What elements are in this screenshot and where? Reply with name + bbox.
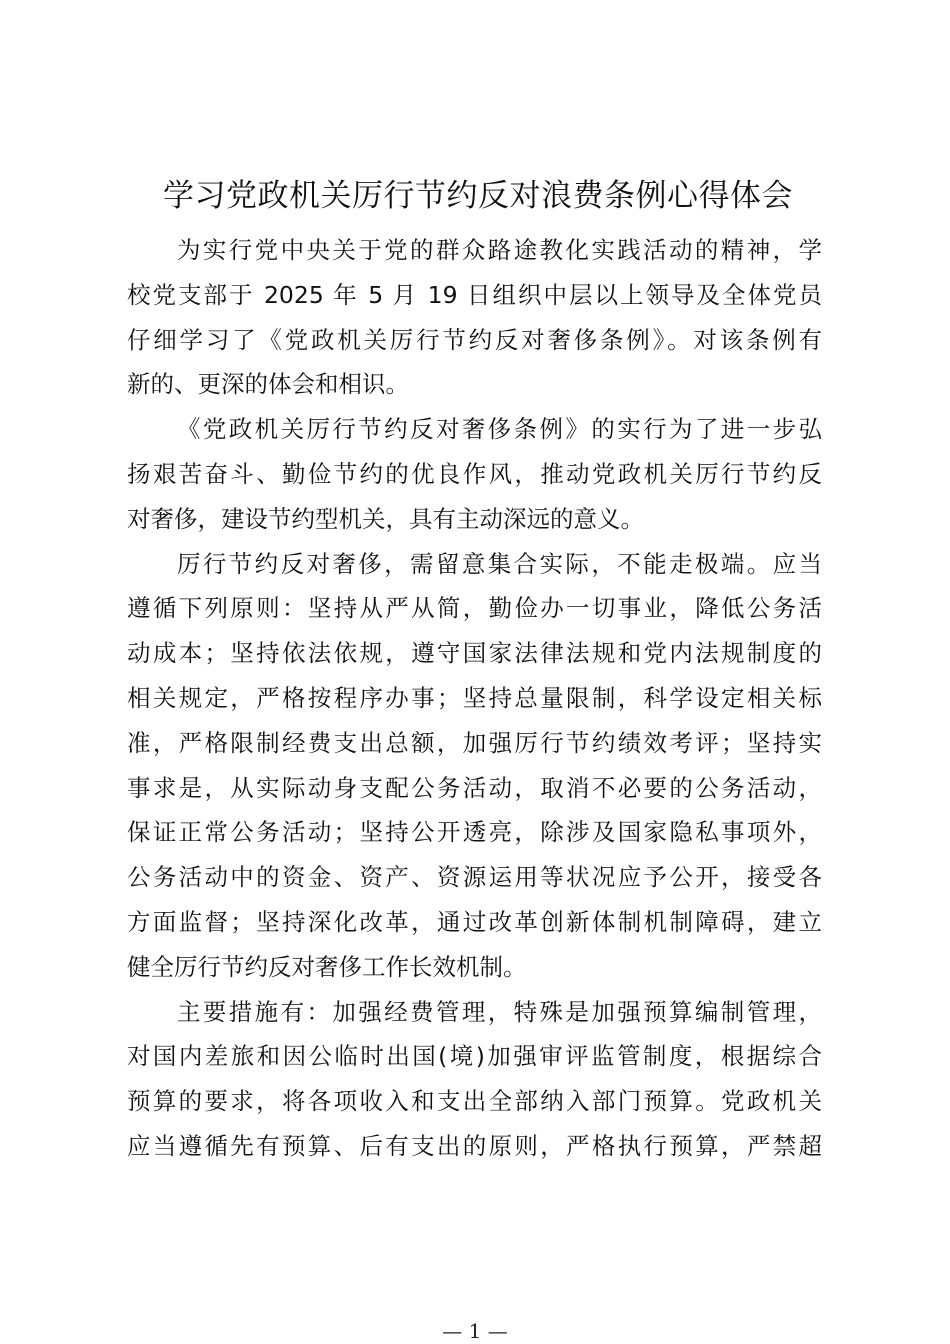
paragraph-line: 动成本；坚持依法依规，遵守国家法律法规和党内法规制度的: [127, 639, 822, 668]
paragraph-line: 保证正常公务活动；坚持公开透亮，除涉及国家隐私事项外，: [127, 818, 822, 847]
paragraph-line: 遵循下列原则：坚持从严从简，勤俭办一切事业，降低公务活: [127, 594, 822, 623]
page-number: — 1 —: [442, 1319, 508, 1343]
paragraph-1: [127, 228, 822, 407]
paragraph-4: [127, 990, 822, 1169]
paragraph-line: 为实行党中央关于党的群众路途教化实践活动的精神，学: [177, 236, 822, 264]
paragraph-line: 扬艰苦奋斗、勤俭节约的优良作风，推动党政机关厉行节约反: [127, 459, 822, 488]
paragraph-line: 健全厉行节约反对奢侈工作长效机制。: [127, 952, 527, 981]
paragraph-line: 事求是，从实际动身支配公务活动，取消不必要的公务活动，: [127, 773, 822, 802]
paragraph-3: [127, 542, 822, 990]
paragraph-line: 方面监督；坚持深化改革，通过改革创新体制机制障碍，建立: [127, 907, 822, 936]
paragraph-line: 准，严格限制经费支出总额，加强厉行节约绩效考评；坚持实: [127, 728, 822, 757]
paragraph-line: 相关规定，严格按程序办事；坚持总量限制，科学设定相关标: [127, 683, 822, 712]
paragraph-line: 厉行节约反对奢侈，需留意集合实际，不能走极端。应当: [177, 549, 822, 578]
paragraph-line: 仔细学习了《党政机关厉行节约反对奢侈条例》。对该条例有: [127, 325, 822, 354]
paragraph-line: 对国内差旅和因公临时出国(境)加强审评监管制度，根据综合: [127, 1042, 822, 1071]
document-body: [127, 228, 822, 1169]
paragraph-line: 公务活动中的资金、资产、资源运用等状况应予公开，接受各: [127, 863, 822, 892]
paragraph-2: [127, 407, 822, 541]
paragraph-line: 校党支部于 2025 年 5 月 19 日组织中层以上领导及全体党员: [127, 280, 822, 309]
paragraph-line: 新的、更深的体会和相识。: [127, 370, 409, 399]
paragraph-line: 应当遵循先有预算、后有支出的原则，严格执行预算，严禁超: [127, 1131, 822, 1160]
document-title: 学习党政机关厉行节约反对浪费条例心得体会: [163, 178, 793, 214]
paragraph-line: 对奢侈，建设节约型机关，具有主动深远的意义。: [127, 504, 644, 533]
paragraph-line: 主要措施有：加强经费管理，特殊是加强预算编制管理，: [177, 997, 822, 1026]
paragraph-line: 《党政机关厉行节约反对奢侈条例》的实行为了进一步弘: [177, 415, 822, 444]
paragraph-line: 预算的要求，将各项收入和支出全部纳入部门预算。党政机关: [127, 1087, 822, 1116]
